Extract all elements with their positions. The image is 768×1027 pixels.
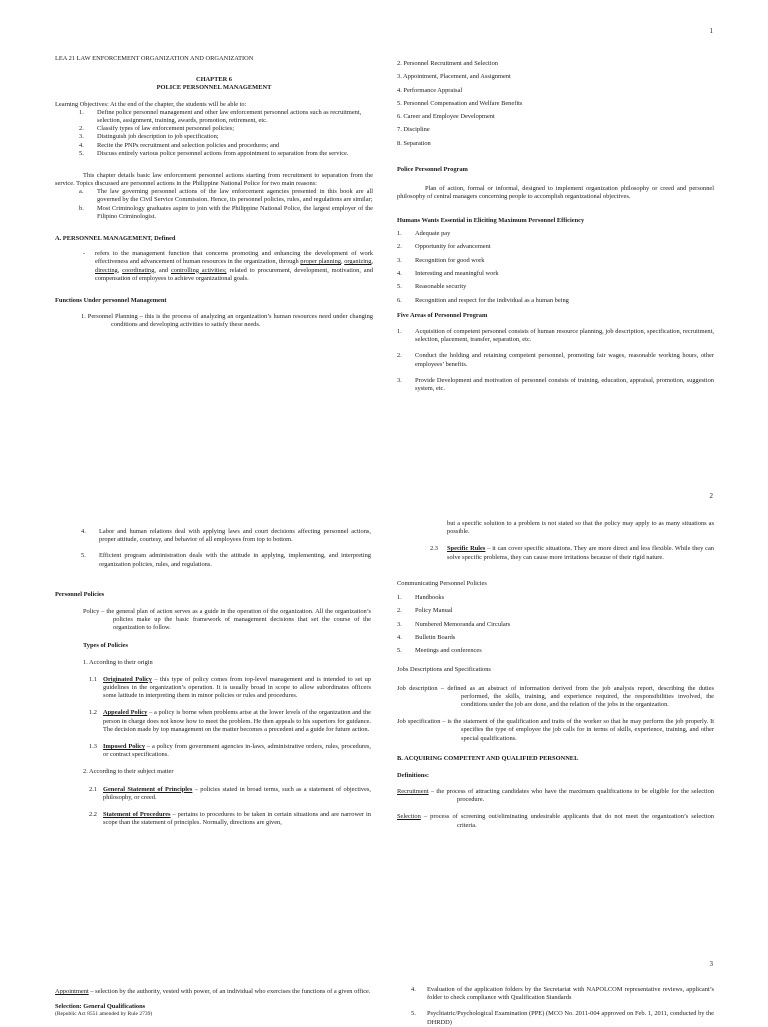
selection-definition: Selection – process of screening out/eliminating undesirable applicants that do not meet the organization’s selection criteria. [397, 813, 714, 829]
subject-heading: 2. According to their subject matter [83, 768, 174, 776]
areas-heading: Five Areas of Personnel Program [397, 311, 488, 319]
list-item: 1. Acquisition of competent personnel consists of human resource planning, job description, specification, recruitment, selection, placement, transfer, separation, etc. [397, 328, 714, 344]
page2-left-column [55, 528, 371, 827]
areas-list-continued [55, 528, 371, 569]
reasons-list [55, 188, 373, 221]
list-item: 4. Labor and human relations deal with applying laws and court decisions affecting personnel actions, proper attitude, courtesy, and behavior of all employees from top to bottom. [81, 528, 371, 544]
wants-list [397, 230, 714, 310]
communicating-heading: Communicating Personnel Policies [397, 579, 487, 587]
section-b-heading: B. ACQUIRING COMPETENT AND QUALIFIED PERSONNEL [397, 754, 579, 762]
list-item [397, 153, 714, 166]
list-item: 1.2 Appealed Policy – a policy is borne when problems arise at the lower levels of the organization and the person in charge does not know how to meet the problem. He then appeals to his superiors for guidance. The decision made by top management on the matter becomes a precedent and a guide for future action. [89, 709, 371, 733]
list-item: 4. Performance Appraisal [397, 86, 463, 94]
jobs-heading: Jobs Descriptions and Specifications [397, 666, 491, 674]
list-item: 6. Recognition and respect for the individual as a human being [397, 296, 569, 304]
page-3 [0, 958, 768, 1024]
page-number: 2 [709, 492, 713, 500]
wants-heading: Humans Wants Essential in Eliciting Maximum Personnel Efficiency [397, 216, 585, 224]
subject-list [55, 786, 371, 828]
list-item: 2.2 Statement of Procedures – pertains to procedures to be taken in certain situations and are narrower in scope than the statement of principles. Normally, directions are given, [89, 810, 371, 827]
list-item: 5. Psychiatric/Psychological Examination (PPE) (MCO No. 2011-004 approved on Feb. 1, 2011, conducted by the DHRDD) [411, 1010, 714, 1026]
course-header: LEA 21 LAW ENFORCEMENT ORGANIZATION AND ORGANIZATION [55, 55, 254, 62]
list-item: 2.1 General Statement of Principles – policies stated in broad terms, such as a statement of objectives, philosophy, or creed. [89, 785, 371, 801]
communicating-list [397, 594, 714, 660]
selection-heading: Selection: General Qualifications [55, 1003, 146, 1011]
definition-link: controlling activities; [170, 266, 227, 274]
list-item: 5. Meetings and conferences [397, 647, 482, 655]
list-item: 3. Recognition for good work [397, 256, 485, 264]
list-item: 2. Opportunity for advancement [397, 243, 491, 251]
list-item: 2. Policy Manual [397, 607, 453, 615]
functions-list-continued [397, 60, 714, 166]
recruitment-definition: Recruitment – the process of attracting candidates who have the maximum qualifications to be eligible for the selection procedure. [397, 788, 714, 804]
page-1 [0, 0, 768, 478]
areas-list [397, 328, 714, 393]
list-item: 5. Reasonable security [397, 283, 467, 291]
intro-paragraph: This chapter details basic law enforcement personnel actions starting from recruitment to separation from the service. Topics discussed are personnel actions in the Philippine National Police for two main reasons: [55, 171, 373, 188]
list-item: 3. Distinguish job description to job specification; [79, 133, 219, 141]
chapter-number: CHAPTER 6 [195, 76, 233, 84]
list-item: 3. Appointment, Placement, and Assignment [397, 73, 511, 81]
list-item: 7. Discipline [397, 126, 430, 134]
page-2 [0, 484, 768, 954]
definition-paragraph: - refers to the management function that concerns promoting and enhancing the development of work effectiveness and advancement of human resources in the organization, through proper planning, organizing, directing, coordinating, and controlling activities; related to procurement, development, motivation, and compensation of employees to achieve organizational goals. [83, 250, 374, 282]
list-item: 1. Handbooks [397, 593, 445, 601]
list-item: 2. Conduct the holding and retaining competent personnel, promoting fair wages, reasonable working hours, other employees’ benefits. [397, 352, 714, 368]
definitions-heading: Definitions: [397, 771, 429, 779]
list-item: b. Most Criminology graduates aspire to join with the Philippine National Police, the largest employer of the Filipino Criminologist. [79, 204, 373, 220]
list-item: 6. Career and Employee Development [397, 113, 495, 121]
list-item: 3. Provide Development and motivation of personnel consists of training, education, appraisal, promotion, suggestion system, etc. [397, 376, 714, 393]
program-text: Plan of action, formal or informal, designed to implement organization philosophy or creed and personnel philosophy of central managers concerning people to accomplish organizational objectives. [397, 184, 714, 200]
list-item: a. The law governing personnel actions of the law enforcement agencies presented in this book are all governed by the Civil Service Commission. Hence, its personnel policies, rules, and regulations are similar; [79, 188, 373, 204]
definition-link: proper planning [300, 258, 341, 266]
list-item: 8. Separation [397, 139, 431, 147]
chapter-title: POLICE PERSONNEL MANAGEMENT [156, 84, 272, 92]
list-item: 1. Define police personnel management and other law enforcement personnel actions such as recruitment, selection, assignment, training, awards, promotion, retirement, etc. [79, 108, 362, 124]
objectives-list [55, 109, 373, 158]
appointment-definition: Appointment – selection by the authority, vested with power, of an individual who exercises the functions of a given office. [55, 988, 371, 995]
list-item: 4. Recite the PNPs recruitment and selection policies and procedures; and [79, 141, 280, 149]
types-heading: Types of Policies [83, 641, 128, 649]
page1-right-column [397, 60, 714, 393]
list-item: 1. Adequate pay [397, 230, 451, 238]
list-item: 2. Classify types of law enforcement personnel policies; [79, 125, 235, 133]
list-item: 4. Interesting and meaningful work [397, 270, 499, 278]
page3-left-column [55, 988, 371, 1018]
list-item: 4. Evaluation of the application folders by the Secretariat with NAPOLCOM representative reviews, applicant’s folder to check compliance with Qualification Standards [411, 986, 714, 1002]
program-heading: Police Personnel Program [397, 166, 468, 174]
page3-right-column [397, 986, 714, 1027]
selection-subheading: (Republic Act 8551 amended by Rule 2739) [55, 1011, 153, 1018]
page2-right-column [397, 520, 714, 830]
job-description: Job description – defined as an abstract of information derived from the job analysis report, describing the duties performed, the skills, training, and experience required, the responsibilities involved, the conditions under the job are done, and the relation of the jobs in the organization. [397, 684, 714, 708]
list-item: 1.3 Imposed Policy – a policy from government agencies in-laws, administrative orders, rules, procedures, or contract specifications. [89, 743, 371, 759]
policy-definition: Policy – the general plan of action serves as a guide in the operation of the organization. All the organization’s policies make up the basic framework of management decisions that set the course of the organization to follow. [83, 607, 371, 632]
list-item: 2. Personnel Recruitment and Selection [397, 60, 498, 67]
origin-heading: 1. According to their origin [83, 658, 153, 666]
list-item: 5. Discuss entirely various police personnel actions from appointment to separation from the service. [79, 149, 349, 157]
list-item: 5. Efficient program administration deals with the attitude in applying, implementing, and interpreting organization policies, rules, and regulations. [81, 552, 371, 568]
specific-rules-item: 2.3 Specific Rules – it can cover specific situations. They are more direct and less flexible. While they can solve specific problems, they can cause more irritations because of their rigid nature. [430, 545, 714, 561]
page-number: 3 [709, 960, 713, 968]
definition-link: coordinating [122, 266, 155, 274]
definition-link: organizing [344, 258, 372, 266]
list-item: 5. Personnel Compensation and Welfare Benefits [397, 99, 523, 107]
list-item: 3. Numbered Memoranda and Circulars [397, 620, 511, 628]
list-item: 1.1 Originated Policy – this type of policy comes from top-level management and is intended to set up guidelines in the organization’s operation. It is usually broad in scope to allow subordinates officers some latitude in interpreting them in minor policies or rules and procedures. [89, 675, 371, 700]
page-number: 1 [709, 27, 713, 35]
job-specification: Job specification – is the statement of the qualification and traits of the worker so that he may perform the job properly. It specifies the type of employee the job calls for in terms of skills, experience, training, and other special qualifications. [397, 718, 714, 742]
definition-link: directing [95, 266, 118, 274]
section-a-heading: A. PERSONNEL MANAGEMENT, Defined [55, 235, 176, 242]
statement-continued: but a specific solution to a problem is not stated so that the policy may apply to as many situations as possible. [447, 520, 714, 536]
policies-heading: Personnel Policies [55, 590, 105, 598]
functions-heading: Functions Under personnel Management [55, 296, 167, 304]
list-item: 4. Bulletin Boards [397, 633, 456, 641]
origin-list [55, 676, 371, 760]
objectives-intro: Learning Objectives: At the end of the chapter, the students will be able to: [55, 100, 247, 108]
page1-left-column [55, 55, 373, 330]
function-item: 1. Personnel Planning – this is the process of analyzing an organization’s human resources need under changing conditions and developing activities to satisfy these needs. [81, 313, 373, 329]
